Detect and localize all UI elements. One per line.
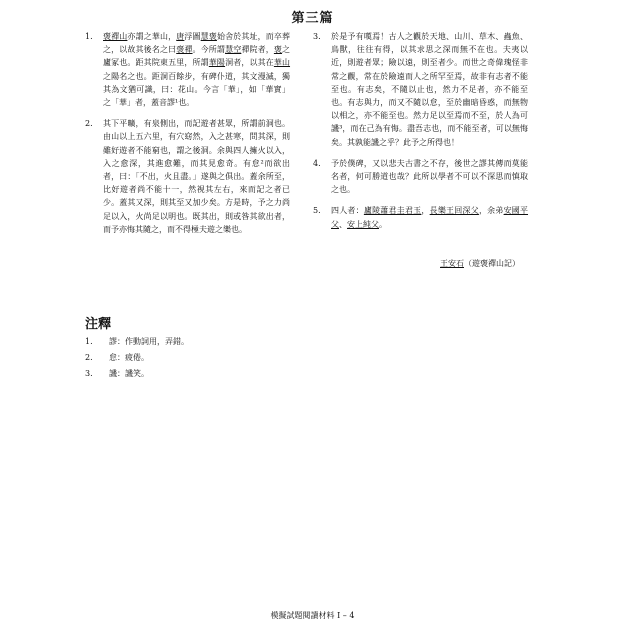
page-footer: 模擬試題閱讀材料 I – 4 [270,611,355,620]
proper-noun: 慧空 [225,45,242,55]
note-text: 謬：作動詞用，弄錯。 [109,337,189,346]
text-segment: 始舍於其址，而卒葬之，以故其後名之曰 [103,32,291,55]
paragraph-text [331,157,528,197]
note-number: 2. [85,353,93,362]
note-number: 3. [85,369,93,378]
proper-noun: 褒禪山 [103,32,128,41]
proper-noun: 安國平父 [331,206,529,229]
paragraph-number: 2. [85,119,93,129]
paragraph-text [331,30,528,149]
notes-heading: 注釋 [85,317,112,332]
notes-list [85,334,385,382]
source-work: （遊褒禪山記） [464,259,520,268]
proper-noun: 廬陵蕭君圭君玉 [363,206,422,216]
note-number: 1. [85,337,93,346]
note-item [85,350,385,366]
proper-noun: 長樂王回深父 [429,206,479,216]
left-column [85,30,290,244]
text-segment: 於是予有嘆焉！古人之觀於天地、山川、草木、蟲魚、鳥獸，往往有得，以其求思之深而無不在也。夫夷以近，則遊者眾；險以遠，則至者少。而世之奇偉瑰怪非常之觀，常在於險遠而人之所罕至焉，故非有志者不能至也。有志矣，不隨以止也，然力不足者，亦不能至也。有志與力，而又不隨以怠，至於幽暗昏惑，而無物以相之，亦不能至也。然力足以至焉而不至，於人為可譏³，而在己為有悔。盡吾志也，而不能至者，可以無悔矣。其孰能譏之乎？此予之所得也！ [331,32,528,147]
proper-noun: 華山 [273,58,291,68]
text-segment: 。今所謂 [192,45,226,55]
paragraph-item [85,117,290,236]
proper-noun: 唐 [176,32,185,41]
note-item [85,334,385,350]
text-segment: 予於僕碑，又以悲夫古書之不存，後世之謬其傳而莫能名者，何可勝道也哉？此所以學者不可以不深思而慎取之也。 [331,158,528,195]
paragraph-number: 3. [313,32,321,41]
paragraph-item [313,30,528,149]
text-segment: ，余弟 [478,206,504,216]
proper-noun: 華陽 [208,58,226,68]
text-segment: 之陽名之也。距洞百餘步，有碑仆道，其文漫滅，獨其為文猶可識，曰：花山。今言「華」，如「華實」之「華」者，蓋音謬¹也。 [103,71,290,108]
text-segment: 四人者： [331,206,364,216]
proper-noun: 安上純父 [347,219,379,229]
text-segment: 禪院者， [241,45,274,55]
paragraph-text [331,204,528,230]
section-title: 第三篇 [291,11,334,26]
proper-noun: 褒禪 [176,45,193,55]
text-segment: 。 [379,219,387,229]
text-segment: 洞者，以其在 [225,58,274,68]
proper-noun: 慧褒 [200,32,217,41]
text-segment: 浮圖 [184,32,201,41]
source-attribution [440,258,520,269]
paragraph-item [313,204,528,230]
paragraph-number: 1. [85,32,93,41]
source-author: 王安石 [440,259,464,268]
paragraph-number: 4. [313,158,321,168]
text-segment: 其下平曠，有泉側出，而記遊者甚眾，所謂前洞也。由山以上五六里，有穴窈然，入之甚寒，問其深，則雖好遊者不能窮也，謂之後洞。余與四人擁火以入，入之愈深，其進愈難，而其見愈奇。有怠²而欲出者，曰：「不出，火且盡。」遂與之俱出。蓋余所至，比好遊者尚不能十一，然視其左右，來而記之者已少。蓋其又深，則其至又加少矣。方是時，予之力尚足以入，火尚足以明也。既其出，則或咎其欲出者，而予亦悔其隨之，而不得極夫遊之樂也。 [103,119,290,234]
paragraph-text [103,117,290,236]
note-text: 譏：譏笑。 [109,369,149,378]
paragraph-item [313,157,528,197]
text-segment: 之廬冢也。距其院東五里，所謂 [103,45,291,68]
text-segment: 、 [339,219,347,229]
paragraph-item [85,30,290,109]
paragraph-text [103,30,290,109]
paragraph-number: 5. [313,206,321,216]
text-segment: ， [421,206,430,216]
note-item [85,366,385,382]
right-column [313,30,528,239]
proper-noun: 褒 [273,45,283,55]
note-text: 怠：疲倦。 [109,353,149,362]
text-segment: 亦謂之華山， [127,32,177,41]
